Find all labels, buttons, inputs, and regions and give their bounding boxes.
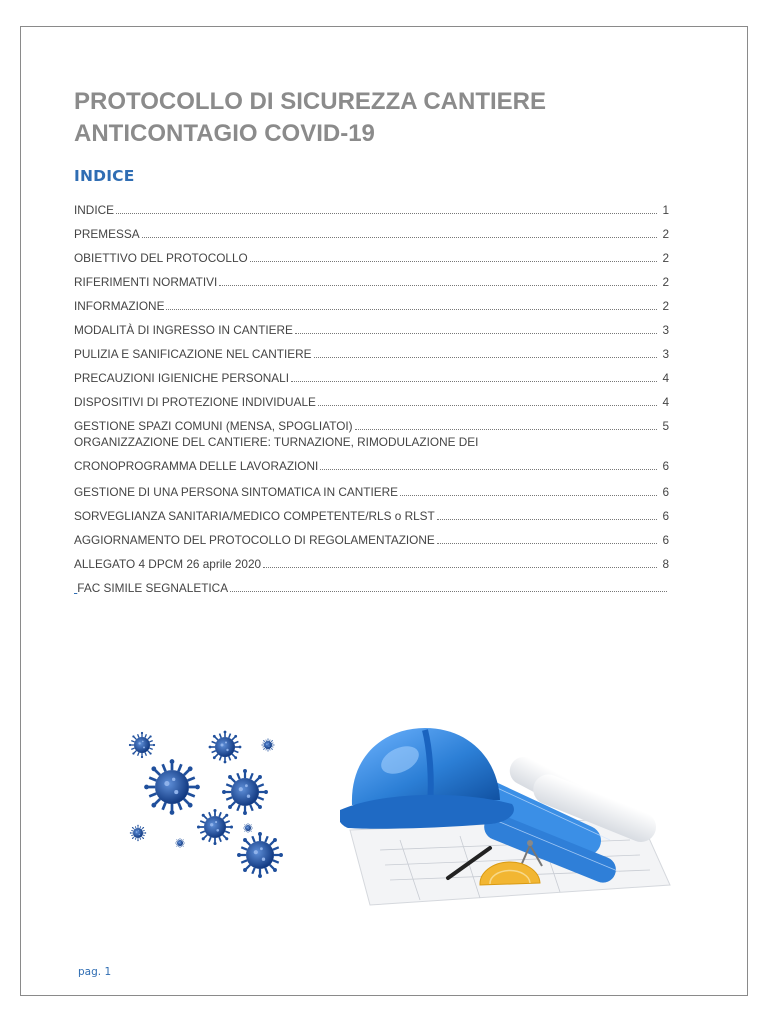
toc-entry-aggiornamento[interactable]: AGGIORNAMENTO DEL PROTOCOLLO DI REGOLAMENTAZIONE 6 [74,533,669,547]
toc-entry-riferimenti[interactable]: RIFERIMENTI NORMATIVI 2 [74,275,669,289]
toc-page-number: 2 [662,251,669,265]
hard-hat-blueprints-illustration [340,700,680,910]
toc-entry-informazione[interactable]: INFORMAZIONE 2 [74,299,669,313]
toc-entry-organizzazione[interactable]: ORGANIZZAZIONE DEL CANTIERE: TURNAZIONE, RIMODULAZIONE DEI CRONOPROGRAMMA DELLE LAVORAZIONI 6 [74,435,669,473]
toc-page-number: 4 [662,395,669,409]
toc-entry-segnaletica[interactable]: FAC SIMILE SEGNALETICA [74,571,669,595]
toc-page-number: 6 [662,459,669,473]
toc-entry-precauzioni[interactable]: PRECAUZIONI IGIENICHE PERSONALI 4 [74,371,669,385]
toc-entry-spazi-comuni[interactable]: GESTIONE SPAZI COMUNI (MENSA, SPOGLIATOI) 5 [74,419,669,433]
toc-page-number: 6 [662,533,669,547]
toc-page-number: 1 [662,203,669,217]
toc-page-number: 3 [662,347,669,361]
toc-entry-premessa[interactable]: PREMESSA 2 [74,227,669,241]
toc-entry-modalita-ingresso[interactable]: MODALITÀ DI INGRESSO IN CANTIERE 3 [74,323,669,337]
document-title [74,86,694,150]
toc-page-number: 3 [662,323,669,337]
toc-entry-persona-sintomatica[interactable]: GESTIONE DI UNA PERSONA SINTOMATICA IN CANTIERE 6 [74,485,669,499]
toc-page-number: 2 [662,275,669,289]
toc-page-number: 5 [662,419,669,433]
toc-page-number: 4 [662,371,669,385]
toc-entry-indice[interactable]: INDICE 1 [74,203,669,217]
toc-page-number: 2 [662,227,669,241]
coronavirus-illustration [120,725,290,885]
toc-page-number: 2 [662,299,669,313]
toc-heading: INDICE [74,167,135,185]
toc-entry-sorveglianza[interactable]: SORVEGLIANZA SANITARIA/MEDICO COMPETENTE/RLS o RLST 6 [74,509,669,523]
page-number-footer: pag. 1 [78,966,112,978]
title-line-2: ANTICONTAGIO COVID-19 [74,120,375,147]
toc-entry-obiettivo[interactable]: OBIETTIVO DEL PROTOCOLLO 2 [74,251,669,265]
table-of-contents [74,193,669,595]
title-line-1: PROTOCOLLO DI SICUREZZA CANTIERE [74,88,547,115]
toc-entry-pulizia[interactable]: PULIZIA E SANIFICAZIONE NEL CANTIERE 3 [74,347,669,361]
toc-page-number: 8 [662,557,669,571]
toc-page-number: 6 [662,509,669,523]
toc-entry-allegato[interactable]: ALLEGATO 4 DPCM 26 aprile 2020 8 [74,557,669,571]
toc-entry-dispositivi[interactable]: DISPOSITIVI DI PROTEZIONE INDIVIDUALE 4 [74,395,669,409]
toc-page-number: 6 [662,485,669,499]
